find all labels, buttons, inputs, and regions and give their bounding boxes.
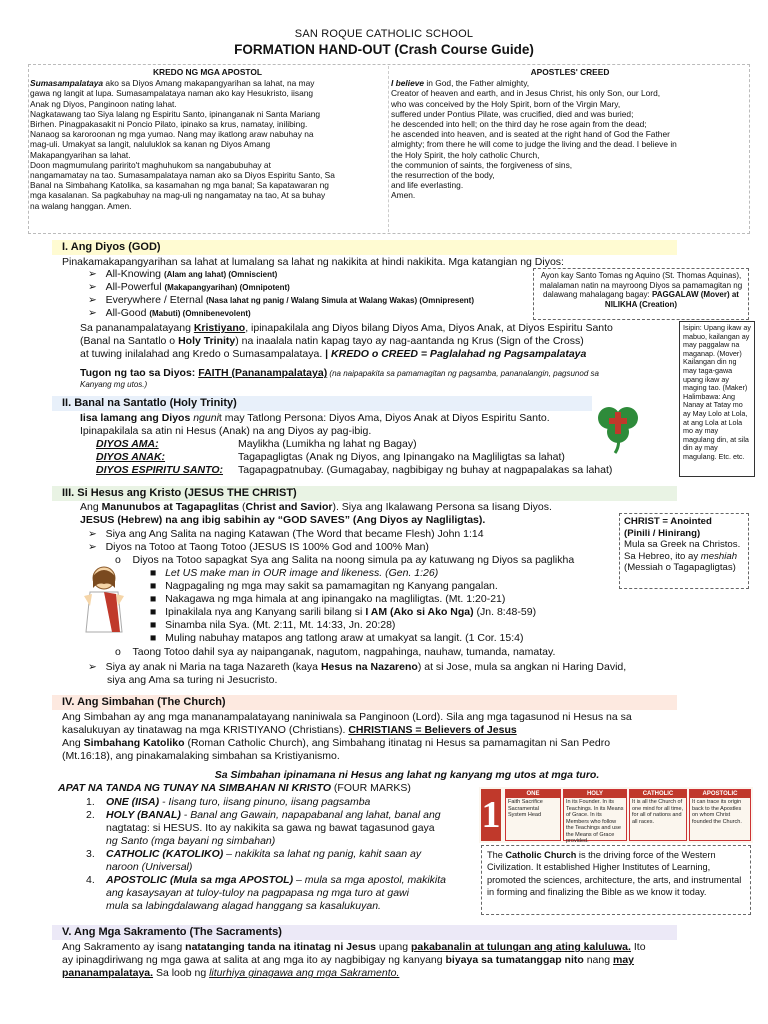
four-marks-list <box>86 796 466 913</box>
kredo-line: Anak ng Diyos, Panginoon nating lahat. <box>30 98 177 109</box>
evidence-item: ■ Ipinakilala nya ang Kanyang sarili bilang si I AM (Ako si Ako Nga) (Jn. 8:48-59) <box>150 606 537 618</box>
trinity-persons <box>96 438 656 477</box>
jesus-meaning: JESUS (Hebrew) na ang ibig sabihin ay “GOD SAVES” (Ang Diyos ay Nagliligtas). <box>80 514 486 526</box>
jesus-figure-icon <box>82 566 126 634</box>
mark-cont: nagtatag: si HESUS. Ito ay nakikita sa gawa ng bawat tagasunod gaya <box>106 822 435 834</box>
christian-trinity-line-2: (Banal na Santatlo o Holy Trinity) na inaalala natin kapag tayo ay nag-aantanda ng Krus (Sign of the Cross) <box>80 335 584 347</box>
section-heading-church: IV. Ang Simbahan (The Church) <box>52 695 677 710</box>
evidence-item: ■ Muling nabuhay matapos ang tatlong araw at umakyat sa langit. (1 Cor. 15:4) <box>150 632 524 644</box>
four-marks-title: APAT NA TANDA NG TUNAY NA SIMBAHAN NI KRISTO (FOUR MARKS) <box>58 782 411 794</box>
kredo-column <box>30 67 385 211</box>
kredo-line: na walang hanggan. Amen. <box>30 200 132 211</box>
creed-line: the communion of saints, the forgiveness of sins, <box>391 159 573 170</box>
kredo-line: Nanaog sa karoroonan ng mga yumao. Nang may ikatlong araw nabuhay na <box>30 129 314 140</box>
person-row: DIYOS ESPIRITU SANTO: Tagapagpatnubay. (Gumagabay, nagbibigay ng buhay at nagpapalakas sa lahat) <box>96 464 613 476</box>
section-heading-god: I. Ang Diyos (GOD) <box>52 240 677 255</box>
aquinas-box <box>533 268 749 320</box>
mark-item: 1. ONE (IISA) - Iisang turo, iisang pinuno, iisang pagsamba <box>86 796 371 808</box>
kredo-line-0: Sumasampalataya ako sa Diyos Amang makapangyarihan sa lahat, na may <box>30 78 315 89</box>
trinity-line-2: Ipinapakilala sa atin ni Hesus (Anak) na ang Diyos ay pag-ibig. <box>80 425 372 437</box>
mark-item: 3. CATHOLIC (KATOLIKO) – nakikita sa lahat ng panig, kahit saan ay <box>86 848 422 860</box>
mark-cont: ng Santo (mga bayani ng simbahan) <box>106 835 276 847</box>
sacrament-line-2: ay ipinagdiriwang ng mga gawa at salita at ang mga ito ay nagbibigay ng kanyang biyaya sa tumatanggap nito nang may <box>62 954 635 966</box>
section-heading-trinity: II. Banal na Santatlo (Holy Trinity) <box>52 396 592 411</box>
kredo-line: Nagkatawang tao Siya lalang ng Espiritu Santo, ipinanganak ni Santa Mariang <box>30 108 321 119</box>
attr-item: ➢ All-Good (Mabuti) (Omnibenevolent) <box>88 307 251 319</box>
attributes-list <box>88 268 528 320</box>
kredo-line: gawa ng langit at lupa. Sumasampalataya naman ako kay Hesukristo, iisang <box>30 88 314 99</box>
section-heading-jesus: III. Si Hesus ang Kristo (JESUS THE CHRIST) <box>52 486 677 501</box>
mark-item: 4. APOSTOLIC (Mula sa mga APOSTOL) – mula sa mga apostol, makikita <box>86 874 446 886</box>
sacrament-line-1: Ang Sakramento ay isang natatanging tanda na itinatag ni Jesus upang pakabanalin at tulungan ang ating kaluluwa. Ito <box>62 941 646 953</box>
card-one: ONE Faith Sacrifice Sacramental System Head <box>505 789 561 841</box>
creed-line: Creator of heaven and earth, and in Jesus Christ, his only Son, our Lord, <box>391 88 661 99</box>
evidence-item: ■ Nagpagaling ng mga may sakit sa pamamagitan ng Kanyang pangalan. <box>150 580 498 592</box>
kredo-line: mga kasalanan. Sa pagkabuhay na mag-uli ng nangamatay na tao, At sa buhay <box>30 190 326 201</box>
mary-son-cont: siya ang Ama sa turing ni Jesucristo. <box>107 674 278 686</box>
mark-cont: ang kasaysayan at tuloy-tuloy na pagpapasa ng mga turo at gawi <box>106 887 409 899</box>
creed-line: the Holy Spirit, the holy catholic Church, <box>391 149 540 160</box>
christian-trinity-line-3: at tuwing inilalahad ang Kredo o Sumasampalataya. | KREDO o CREED = Paglalahad ng Pagsampalataya <box>80 348 587 360</box>
mover-maker-note: Isipin: Upang ikaw ay mabuo, kailangan ay may paggalaw na maganap. (Mover) Kailangan din ng may taga-gawa upang ikaw ay maging tao. (Maker) Halimbawa: Ang Nanay at Tatay mo ay May Lolo at Lola, at ang Lola at Lola mo ay may magulang din, at sila din ay may magulang. Etc. etc. <box>679 321 755 477</box>
creed-line: the resurrection of the body, <box>391 170 495 181</box>
four-marks-card-graphic <box>479 787 753 843</box>
evidence-item: ■ Nakagawa ng mga himala at ang ipinangako na magliligtas. (Mt. 1:20-21) <box>150 593 506 605</box>
true-god-man-item: ➢ Diyos na Totoo at Taong Totoo (JESUS IS 100% God and 100% Man) <box>88 541 429 553</box>
kredo-title: KREDO NG MGA APOSTOL <box>152 67 263 77</box>
church-quote: Sa Simbahan ipinamana ni Hesus ang lahat ng kanyang mg utos at mga turo. <box>214 769 600 781</box>
mark-cont: naroon (Universal) <box>106 861 193 873</box>
creed-line: almighty; from there he will come to judge the living and the dead. I believe in <box>391 139 677 150</box>
creed-line: suffered under Pontius Pilate, was crucified, died and was buried; <box>391 108 634 119</box>
card-holy: HOLY In its Founder. In its Teachings. In its Means of Grace. In its Members who follow the Teachings and use the Means of Grace provided. <box>563 789 627 841</box>
attr-item: ➢ All-Knowing (Alam ang lahat) (Omniscient) <box>88 268 278 280</box>
kredo-line: nangamamatay na tao. Sumasampalataya naman ako sa Diyos Espiritu Santo, Sa <box>30 170 335 181</box>
church-line-2: kasalukuyan ay tinatawag na mga KRISTIYANO (Christians). CHRISTIANS = Believers of Jesus <box>62 724 517 736</box>
mary-son-item: ➢ Siya ay anak ni Maria na taga Nazareth (kaya Hesus na Nazareno) at si Jose, mula sa angkan ni Haring David, <box>88 661 627 673</box>
true-man-item: o Taong Totoo dahil sya ay naipanganak, nagutom, nagpahinga, nauhaw, tumanda, namatay. <box>115 646 556 658</box>
section-heading-sacraments: V. Ang Mga Sakramento (The Sacraments) <box>52 925 677 940</box>
true-god-item: o Diyos na Totoo sapagkat Sya ang Salita na noong simula pa ay katuwang ng Diyos sa paglikha <box>115 554 575 566</box>
creed-line: he ascended into heaven, and is seated at the right hand of God the Father <box>391 129 670 140</box>
school-name: SAN ROQUE CATHOLIC SCHOOL <box>294 28 474 40</box>
attr-item: ➢ Everywhere / Eternal (Nasa lahat ng panig / Walang Simula at Walang Wakas) (Omnipresent) <box>88 294 474 306</box>
creed-line: who was conceived by the Holy Spirit, born of the Virgin Mary, <box>391 98 621 109</box>
christ-anointed: CHRIST = Anointed <box>624 516 712 527</box>
card-catholic: CATHOLIC It is all the Church of one mind for all time, for all of nations and all races. <box>629 789 687 841</box>
kredo-line: Banal na Simbahang Katolika, sa kasamahan ng mga banal; Sa kapatawaran ng <box>30 180 329 191</box>
church-line-4: (Mt.16:18), ang pinakamalaking simbahan sa Kristiyanismo. <box>62 750 340 762</box>
christ-chosen: (Pinili / Hinirang) <box>624 527 701 539</box>
kredo-line: Doon magmumulang paririto't maghuhukom sa nangabubuhay at <box>30 159 271 170</box>
christian-trinity-line-1: Sa pananampalatayang Kristiyano, ipinapakilala ang Diyos bilang Diyos Ama, Diyos Anak, at Diyos Espiritu Santo <box>80 322 613 334</box>
creed-line: Amen. <box>391 190 416 201</box>
attr-item: ➢ All-Powerful (Makapangyarihan) (Omnipotent) <box>88 281 290 293</box>
person-row: DIYOS ANAK: Tagapagligtas (Anak ng Diyos, ang Ipinangako na Magliligtas sa lahat) <box>96 451 565 463</box>
kredo-line: mag-uli. Umakyat sa langit, naluluklok sa kanan ng Diyos Amang <box>30 139 271 150</box>
mark-cont: mula sa labingdalawang alagad hanggang sa kasalukuyan. <box>106 900 381 912</box>
catholic-church-box: The Catholic Church is the driving force of the Western Civilization. It established Higher Institutes of Learning, promoted the sciences, architecture, the arts, and instrumental in forming and finalizing the Bible as we know it today. <box>481 845 751 915</box>
god-intro: Pinakamakapangyarihan sa lahat at lumalang sa lahat ng nakikita at hindi nakikita. Mga katangian ng Diyos: <box>62 256 564 268</box>
faith-line-cont: Kanyang mg utos.) <box>80 380 148 389</box>
aquinas-bold: PAGGALAW (Mover) at NILIKHA (Creation) <box>604 290 739 309</box>
sacrament-line-3: pananampalataya. Sa loob ng liturhiya ginagawa ang mga Sakramento. <box>62 967 400 979</box>
card-apostolic: APOSTOLIC It can trace its origin back to the Apostles on whom Christ founded the Church. <box>689 789 751 841</box>
creed-line-0: I believe in God, the Father almighty, <box>391 78 530 89</box>
creed-line: he descended into hell; on the third day he rose again from the dead; <box>391 119 647 130</box>
church-line-3: Ang Simbahang Katoliko (Roman Catholic Church), ang Simbahang itinatag ni Hesus sa pamamagitan ni San Pedro <box>62 737 611 749</box>
savior-line: Ang Manunubos at Tagapaglitas (Christ and Savior). Siya ang Ikalawang Persona sa Iisang Diyos. <box>80 501 552 513</box>
apostles-creed-column <box>391 67 749 201</box>
true-god-evidence-list <box>150 567 620 645</box>
aquinas-text: Ayon kay Santo Tomas ng Aquino (St. Thomas Aquinas), malalaman natin na mayroong Diyos sa pamamagitan ng dalawang mahalagang bagay: <box>539 271 743 300</box>
numeral-one-icon: 1 <box>481 789 501 841</box>
person-row: DIYOS AMA: Maylikha (Lumikha ng lahat ng Bagay) <box>96 438 417 450</box>
faith-line: Tugon ng tao sa Diyos: FAITH (Pananampalataya) (na naipapakita sa pamamagitan ng pagsamba, pananalangin, pagsunod sa <box>80 367 599 379</box>
kredo-line: Makapangyarihan sa lahat. <box>30 149 131 160</box>
christ-meaning-box: CHRIST = Anointed (Pinili / Hinirang) Mula sa Greek na Christos. Sa Hebreo, ito ay meshiah (Messiah o Tagapagligtas) <box>619 513 749 589</box>
creed-line: and life everlasting. <box>391 180 464 191</box>
trinity-line-1: Iisa lamang ang Diyos ngunit may Tatlong Persona: Diyos Ama, Diyos Anak at Diyos Espiritu Santo. <box>80 412 550 424</box>
mark-item: 2. HOLY (BANAL) - Banal ang Gawain, napapabanal ang lahat, banal ang <box>86 809 441 821</box>
apostles-creed-title: APOSTLES' CREED <box>530 67 610 77</box>
creed-divider <box>388 66 389 232</box>
kredo-line: Birhen. Pinagpakasakit ni Poncio Pilato, ipinako sa krus, namatay, inilibing. <box>30 119 308 130</box>
word-flesh-item: ➢ Siya ang Ang Salita na naging Katawan (The Word that became Flesh) John 1:14 <box>88 528 484 540</box>
document-title: FORMATION HAND-OUT (Crash Course Guide) <box>234 42 534 57</box>
church-line-1: Ang Simbahan ay ang mga mananampalatayang naniniwala sa Panginoon (Lord). Sila ang mga tagasunod ni Hesus na sa <box>62 711 632 723</box>
evidence-item: ■ Sinamba nila Sya. (Mt. 2:11, Mt. 14:33, Jn. 20:28) <box>150 619 396 631</box>
evidence-item: ■ Let US make man in OUR image and likeness. (Gen. 1:26) <box>150 567 439 579</box>
